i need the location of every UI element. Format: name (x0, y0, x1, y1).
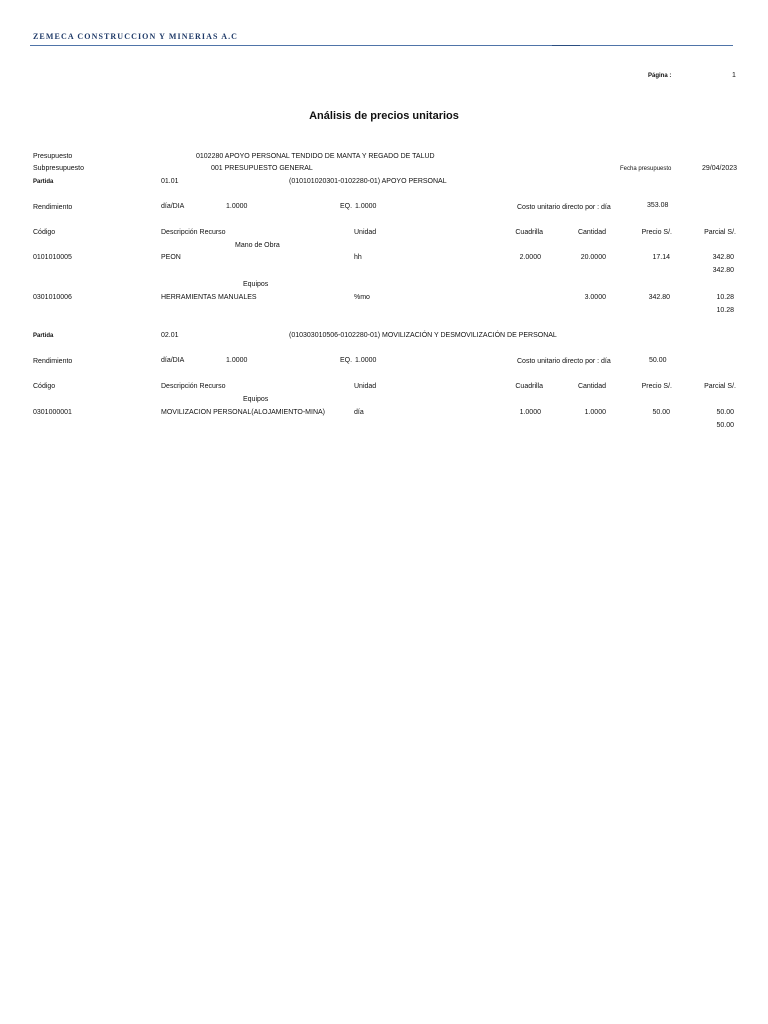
eq-label: EQ. (340, 357, 353, 364)
partida-description: (010303010506-0102280-01) MOVILIZACIÓN Y DESMOVILIZACIÓN DE PERSONAL (289, 332, 557, 339)
row-parcial: 342.80 (712, 254, 734, 261)
costo-unitario-value: 353.08 (647, 202, 669, 209)
group-subtotal: 10.28 (716, 307, 734, 314)
row-codigo: 0301000001 (33, 409, 72, 416)
row-unidad: %mo (354, 294, 370, 301)
row-unidad: día (354, 409, 364, 416)
costo-unitario-label: Costo unitario directo por : día (517, 204, 611, 211)
row-parcial: 50.00 (716, 409, 734, 416)
subpresupuesto-label: Subpresupuesto (33, 165, 84, 172)
col-descripcion: Descripción Recurso (161, 229, 226, 236)
row-cantidad: 3.0000 (584, 294, 606, 301)
header-rule-accent (552, 45, 580, 46)
row-descripcion: HERRAMIENTAS MANUALES (161, 294, 257, 301)
col-unidad: Unidad (354, 383, 377, 390)
eq-value: 1.0000 (355, 203, 377, 210)
col-parcial: Parcial S/. (704, 383, 736, 390)
col-precio: Precio S/. (641, 229, 672, 236)
row-precio: 342.80 (648, 294, 670, 301)
rendimiento-value: 1.0000 (226, 357, 248, 364)
costo-unitario-value: 50.00 (649, 357, 667, 364)
presupuesto-value: 0102280 APOYO PERSONAL TENDIDO DE MANTA Y REGADO DE TALUD (196, 153, 435, 160)
col-cantidad: Cantidad (577, 229, 606, 236)
rendimiento-label: Rendimiento (33, 358, 73, 365)
subpresupuesto-value: 001 PRESUPUESTO GENERAL (211, 165, 313, 172)
group-name: Equipos (243, 281, 269, 288)
row-parcial: 10.28 (716, 294, 734, 301)
row-cantidad: 1.0000 (584, 409, 606, 416)
page-label: Página : (648, 73, 672, 79)
col-codigo: Código (33, 229, 56, 236)
row-descripcion: PEON (161, 254, 181, 261)
group-subtotal: 50.00 (716, 422, 734, 429)
page-title: Análisis de precios unitarios (309, 110, 459, 122)
col-codigo: Código (33, 383, 56, 390)
costo-unitario-label: Costo unitario directo por : día (517, 358, 611, 365)
row-precio: 17.14 (652, 254, 670, 261)
rendimiento-unit: día/DIA (161, 357, 185, 364)
row-precio: 50.00 (652, 409, 670, 416)
fecha-label: Fecha presupuesto (620, 166, 672, 172)
col-cantidad: Cantidad (577, 383, 606, 390)
row-codigo: 0301010006 (33, 294, 72, 301)
rendimiento-unit: día/DIA (161, 203, 185, 210)
fecha-value: 29/04/2023 (702, 165, 738, 172)
row-cuadrilla: 2.0000 (519, 254, 541, 261)
col-cuadrilla: Cuadrilla (515, 383, 543, 390)
partida-label: Partida (33, 333, 54, 339)
col-precio: Precio S/. (641, 383, 672, 390)
page-number: 1 (732, 72, 736, 79)
partida-label: Partida (33, 179, 54, 185)
row-cantidad: 20.0000 (580, 254, 606, 261)
partida-code: 01.01 (161, 178, 179, 185)
eq-value: 1.0000 (355, 357, 377, 364)
partida-code: 02.01 (161, 332, 179, 339)
row-descripcion: MOVILIZACION PERSONAL(ALOJAMIENTO-MINA) (161, 409, 326, 416)
rendimiento-value: 1.0000 (226, 203, 248, 210)
presupuesto-label: Presupuesto (33, 153, 73, 160)
group-name: Mano de Obra (235, 242, 280, 249)
company-name: ZEMECA CONSTRUCCION Y MINERIAS A.C (33, 32, 239, 41)
eq-label: EQ. (340, 203, 353, 210)
rendimiento-label: Rendimiento (33, 204, 73, 211)
partida-description: (010101020301-0102280-01) APOYO PERSONAL (289, 178, 447, 185)
col-parcial: Parcial S/. (704, 229, 736, 236)
group-subtotal: 342.80 (712, 267, 734, 274)
row-cuadrilla: 1.0000 (519, 409, 541, 416)
row-codigo: 0101010005 (33, 254, 72, 261)
col-unidad: Unidad (354, 229, 377, 236)
header-rule (30, 45, 733, 46)
row-unidad: hh (354, 254, 362, 261)
group-name: Equipos (243, 396, 269, 403)
col-cuadrilla: Cuadrilla (515, 229, 543, 236)
col-descripcion: Descripción Recurso (161, 383, 226, 390)
